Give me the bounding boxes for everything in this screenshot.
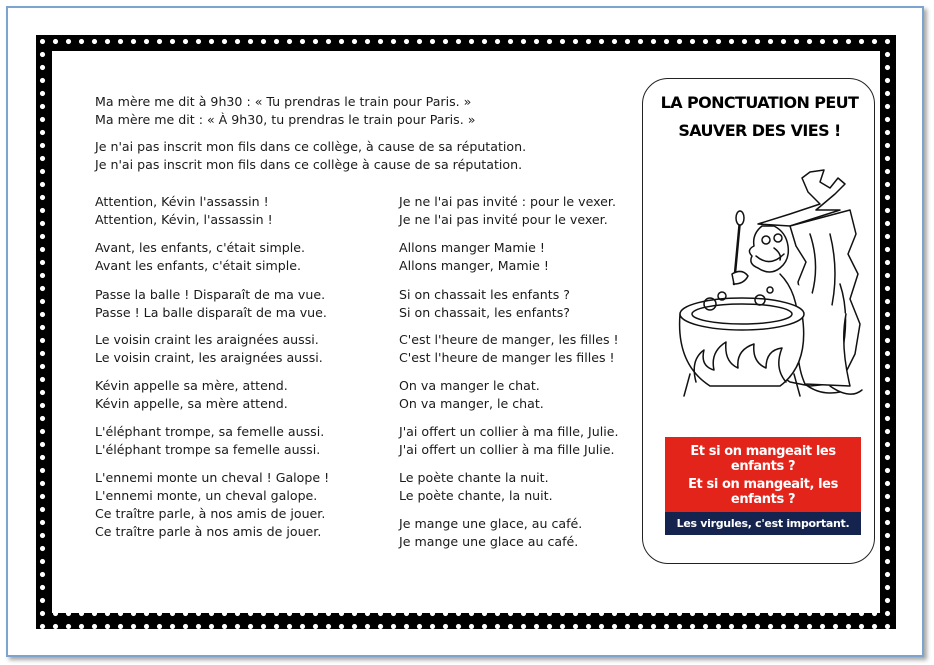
sentence: Le voisin craint, les araignées aussi.: [95, 350, 323, 365]
sentence: Je mange une glace, au café.: [399, 516, 583, 531]
sentence: Avant, les enfants, c'était simple.: [95, 240, 305, 255]
panel-title-line: LA PONCTUATION PEUT: [660, 93, 859, 112]
sentence: Si on chassait les enfants ?: [399, 287, 570, 302]
left-example-5: [95, 377, 288, 413]
right-example-8: [399, 515, 582, 551]
top-example-2: [95, 138, 526, 174]
sentence: L'éléphant trompe, sa femelle aussi.: [95, 424, 325, 439]
sentence: Je ne l'ai pas invité pour le vexer.: [399, 212, 608, 227]
sentence: J'ai offert un collier à ma fille Julie.: [399, 442, 615, 457]
sentence: Avant les enfants, c'était simple.: [95, 258, 301, 273]
left-example-4: [95, 331, 323, 367]
sentence: Allons manger, Mamie !: [399, 258, 549, 273]
sentence: Je mange une glace au café.: [399, 534, 579, 549]
sentence: Le poète chante la nuit.: [399, 470, 549, 485]
sentence: Le poète chante, la nuit.: [399, 488, 553, 503]
right-example-3: [399, 286, 570, 322]
left-example-7: [95, 469, 329, 541]
sentence: C'est l'heure de manger, les filles !: [399, 332, 619, 347]
sentence: Passe ! La balle disparaît de ma vue.: [95, 305, 327, 320]
top-example-1: [95, 93, 475, 129]
sentence: On va manger, le chat.: [399, 396, 544, 411]
right-example-1: [399, 193, 616, 229]
panel-title: [643, 89, 876, 145]
right-example-6: [399, 423, 619, 459]
sentence: Kévin appelle, sa mère attend.: [95, 396, 288, 411]
example-box: [665, 437, 861, 512]
sentence: Passe la balle ! Disparaît de ma vue.: [95, 287, 326, 302]
sentence: J'ai offert un collier à ma fille, Julie.: [399, 424, 619, 439]
left-example-2: [95, 239, 305, 275]
right-example-7: [399, 469, 553, 505]
sentence: Kévin appelle sa mère, attend.: [95, 378, 288, 393]
sentence: Attention, Kévin l'assassin !: [95, 194, 269, 209]
sentence: Allons manger Mamie !: [399, 240, 545, 255]
red-example-line: Et si on mangeait, les enfants ?: [688, 477, 838, 507]
left-example-3: [95, 286, 327, 322]
panel-footer: Les virgules, c'est important.: [665, 512, 861, 535]
red-example-line: Et si on mangeait les enfants ?: [690, 444, 836, 474]
sentence: Ce traître parle à nos amis de jouer.: [95, 524, 322, 539]
right-example-2: [399, 239, 549, 275]
sentence: Ma mère me dit : « À 9h30, tu prendras le train pour Paris. »: [95, 112, 476, 127]
sentence: Je n'ai pas inscrit mon fils dans ce collège à cause de sa réputation.: [95, 157, 523, 172]
witch-cauldron-icon: [670, 164, 865, 404]
sentence: Le voisin craint les araignées aussi.: [95, 332, 319, 347]
sentence: C'est l'heure de manger les filles !: [399, 350, 615, 365]
sentence: Attention, Kévin, l'assassin !: [95, 212, 273, 227]
left-example-1: [95, 193, 273, 229]
sentence: Ce traître parle, à nos amis de jouer.: [95, 506, 326, 521]
sentence: Si on chassait, les enfants?: [399, 305, 570, 320]
sentence: L'ennemi monte un cheval ! Galope !: [95, 470, 330, 485]
panel-title-line: SAUVER DES VIES !: [678, 121, 841, 140]
sentence: Je ne l'ai pas invité : pour le vexer.: [399, 194, 616, 209]
left-example-6: [95, 423, 324, 459]
sentence: Je n'ai pas inscrit mon fils dans ce collège, à cause de sa réputation.: [95, 139, 527, 154]
sentence: Ma mère me dit à 9h30 : « Tu prendras le train pour Paris. »: [95, 94, 472, 109]
sentence: On va manger le chat.: [399, 378, 540, 393]
sentence: L'ennemi monte, un cheval galope.: [95, 488, 318, 503]
right-example-5: [399, 377, 544, 413]
sentence: L'éléphant trompe sa femelle aussi.: [95, 442, 321, 457]
right-example-4: [399, 331, 619, 367]
